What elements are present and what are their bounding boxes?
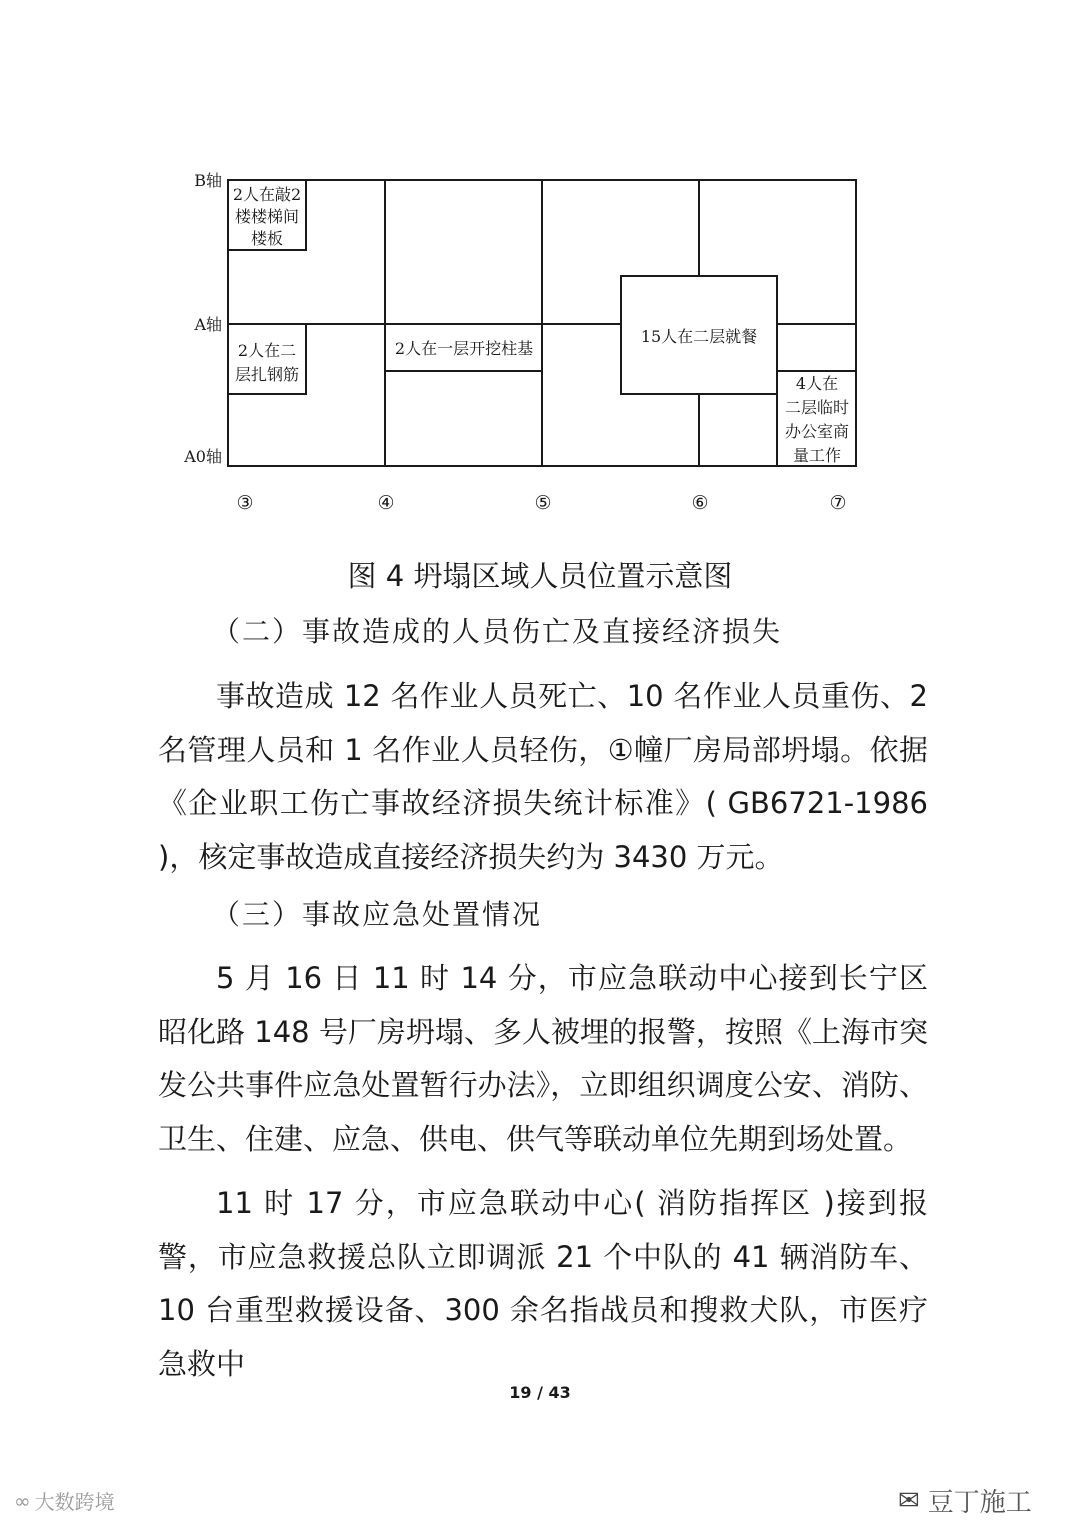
watermark-right	[898, 1482, 1032, 1519]
axis-label-a: A轴	[194, 315, 222, 334]
box-rebar-line-1: 2人在二	[237, 341, 297, 360]
box-stairwell-line-1: 2人在敲2	[232, 185, 302, 204]
box-office-line-4: 量工作	[792, 446, 842, 465]
box-office-line-1: 4人在	[795, 374, 839, 393]
collapse-area-diagram	[0, 0, 1080, 540]
watermark-left	[14, 1486, 115, 1515]
box-excavation-text: 2人在一层开挖柱基	[394, 339, 534, 358]
axis-label-b: B轴	[194, 171, 222, 190]
column-marker-3: ③	[236, 492, 254, 514]
section-heading-emergency-response: （三）事故应急处置情况	[212, 898, 543, 931]
box-stairwell-line-2: 楼楼梯间	[234, 207, 300, 226]
column-marker-5: ⑤	[534, 492, 552, 514]
box-dining-text: 15人在二层就餐	[640, 327, 758, 346]
paragraph-response-2: 11 时 17 分，市应急联动中心( 消防指挥区 )接到报警，市应急救援总队立即调派 21 个中队的 41 辆消防车、10 台重型救援设备、300 余名指战员和搜救犬队，市医疗急救中	[158, 1186, 928, 1382]
box-rebar-line-2: 层扎钢筋	[234, 365, 300, 384]
box-office-line-2: 二层临时	[784, 398, 850, 417]
column-marker-6: ⑥	[691, 492, 709, 514]
box-office-line-3: 办公室商	[784, 422, 850, 441]
axis-label-a0: A0轴	[184, 447, 222, 466]
figure-caption: 图 4 坍塌区域人员位置示意图	[347, 559, 733, 593]
wechat-icon: ✉	[898, 1485, 920, 1516]
infinity-logo-icon: ∞	[14, 1488, 31, 1513]
paragraph-response-1: 5 月 16 日 11 时 14 分，市应急联动中心接到长宁区昭化路 148 号厂房坍塌、多人被埋的报警，按照《上海市突发公共事件应急处置暂行办法》，立即组织调度公安、消防、卫生、住建、应急、供电、供气等联动单位先期到场处置。	[158, 961, 928, 1157]
page-number: 19 / 43	[509, 1383, 571, 1402]
column-marker-4: ④	[377, 492, 395, 514]
watermark-right-text: 豆丁施工	[927, 1488, 1032, 1518]
watermark-left-text: 大数跨境	[34, 1490, 115, 1514]
column-marker-7: ⑦	[829, 492, 847, 514]
section-heading-casualties: （二）事故造成的人员伤亡及直接经济损失	[212, 615, 783, 648]
paragraph-casualties: 事故造成 12 名作业人员死亡、10 名作业人员重伤、2 名管理人员和 1 名作业人员轻伤，①幢厂房局部坍塌。依据《企业职工伤亡事故经济损失统计标准》( GB6721-1986 )，核定事故造成直接经济损失约为 3430 万元。	[158, 679, 928, 875]
box-stairwell-line-3: 楼板	[250, 229, 284, 248]
